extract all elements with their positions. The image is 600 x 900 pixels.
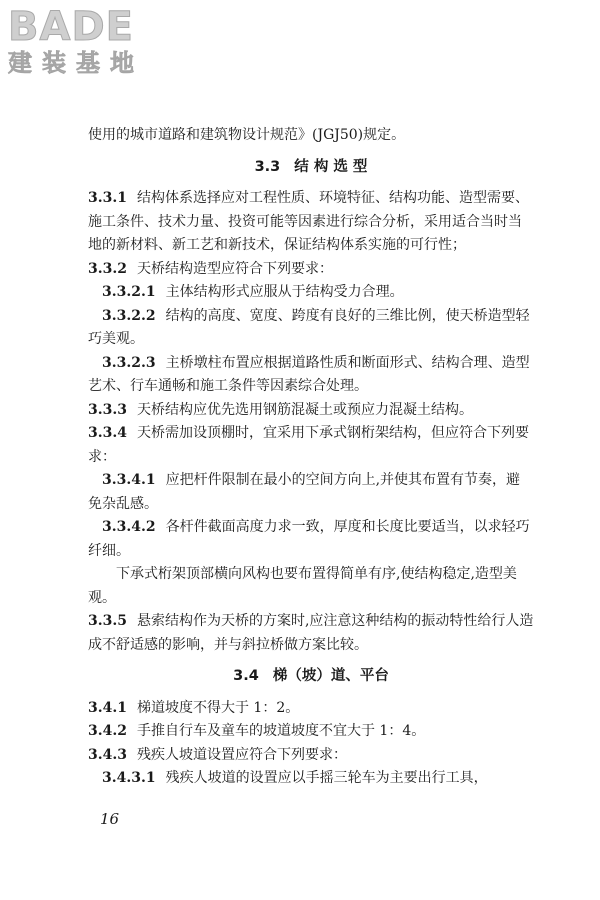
clause-item	[88, 399, 534, 423]
paragraph-text: 使用的城市道路和建筑物设计规范》(JGJ50)规定。	[88, 127, 406, 143]
clause-number: 3.3.2	[88, 260, 127, 277]
clause-item	[88, 352, 534, 399]
paragraph-text: 手推自行车及童车的坡道坡度不宜大于 1：4。	[136, 723, 426, 739]
section-number: 3.3	[254, 158, 281, 175]
clause-item	[88, 767, 534, 791]
paragraph-text: 应把杆件限制在最小的空间方向上,并使其布置有节奏，避免杂乱感。	[88, 472, 521, 512]
paragraph-text: 结构体系选择应对工程性质、环境特征、结构功能、造型需要、施工条件、技术力量、投资可能等因素进行综合分析，采用适合当时当地的新材料、新工艺和新技术，保证结构体系实施的可行性；	[88, 190, 529, 253]
clause-item	[88, 516, 534, 563]
logo-chinese: 建装基地	[8, 49, 144, 77]
section-heading	[88, 156, 534, 180]
clause-item	[88, 281, 534, 305]
clause-number: 3.3.3	[88, 401, 127, 418]
document-body	[88, 124, 534, 791]
logo-word: BADE	[8, 4, 134, 50]
clause-item	[88, 469, 534, 516]
clause-number: 3.3.4	[88, 425, 127, 441]
paragraph-text: 主体结构形式应服从于结构受力合理。	[165, 284, 404, 300]
clause-item	[88, 720, 534, 744]
paragraph-text: 梯道坡度不得大于 1：2。	[136, 699, 300, 716]
paragraph-text: 残疾人坡道设置应符合下列要求：	[136, 746, 347, 763]
page-number: 16	[100, 810, 120, 828]
section-number: 3.4	[233, 668, 259, 684]
clause-item	[88, 744, 534, 768]
paragraph-text: 主桥墩柱布置应根据道路性质和断面形式、结构合理、造型艺术、行车通畅和施工条件等因素综合处理。	[88, 354, 530, 394]
clause-number: 3.4.2	[88, 723, 127, 739]
clause-number: 3.3.2.1	[102, 284, 156, 300]
section-heading	[88, 665, 534, 689]
section-title: 结 构 选 型	[294, 158, 368, 175]
clause-item	[88, 305, 534, 352]
paragraph-text: 悬索结构作为天桥的方案时,应注意这种结构的振动特性给行人造成不舒适感的影响，并与斜拉桥做方案比较。	[88, 613, 534, 653]
clause-number: 3.4.3	[88, 746, 127, 763]
paragraph-text: 各杆件截面高度力求一致，厚度和长度比要适当，以求轻巧纤细。	[88, 519, 530, 559]
paragraph-text: 残疾人坡道的设置应以手摇三轮车为主要出行工具，	[165, 770, 488, 786]
paragraph-text: 结构的高度、宽度、跨度有良好的三维比例，使天桥造型轻巧美观。	[88, 307, 530, 347]
clause-number: 3.3.2.3	[102, 354, 156, 371]
clause-item	[88, 610, 534, 657]
clause-item	[88, 187, 534, 258]
clause-number: 3.4.1	[88, 699, 127, 716]
clause-item	[88, 422, 534, 469]
clause-item	[88, 258, 534, 282]
clause-number: 3.3.4.2	[102, 519, 156, 535]
clause-number: 3.4.3.1	[102, 770, 156, 786]
paragraph-text: 天桥结构造型应符合下列要求：	[136, 260, 333, 277]
body-paragraph	[88, 124, 534, 148]
clause-number: 3.3.4.1	[102, 472, 156, 488]
paragraph-text: 天桥需加设顶棚时，宜采用下承式钢桁架结构，但应符合下列要求：	[88, 425, 529, 465]
paragraph-text: 下承式桁架顶部横向风构也要布置得简单有序,使结构稳定,造型美观。	[88, 566, 517, 606]
paragraph-text: 天桥结构应优先选用钢筋混凝土或预应力混凝土结构。	[136, 401, 473, 418]
clause-number: 3.3.5	[88, 613, 127, 629]
clause-number: 3.3.2.2	[102, 307, 156, 324]
clause-item	[88, 697, 534, 721]
watermark-logo	[8, 6, 178, 84]
section-title: 梯（坡）道、平台	[272, 668, 389, 684]
body-paragraph	[88, 563, 534, 610]
clause-number: 3.3.1	[88, 190, 127, 206]
